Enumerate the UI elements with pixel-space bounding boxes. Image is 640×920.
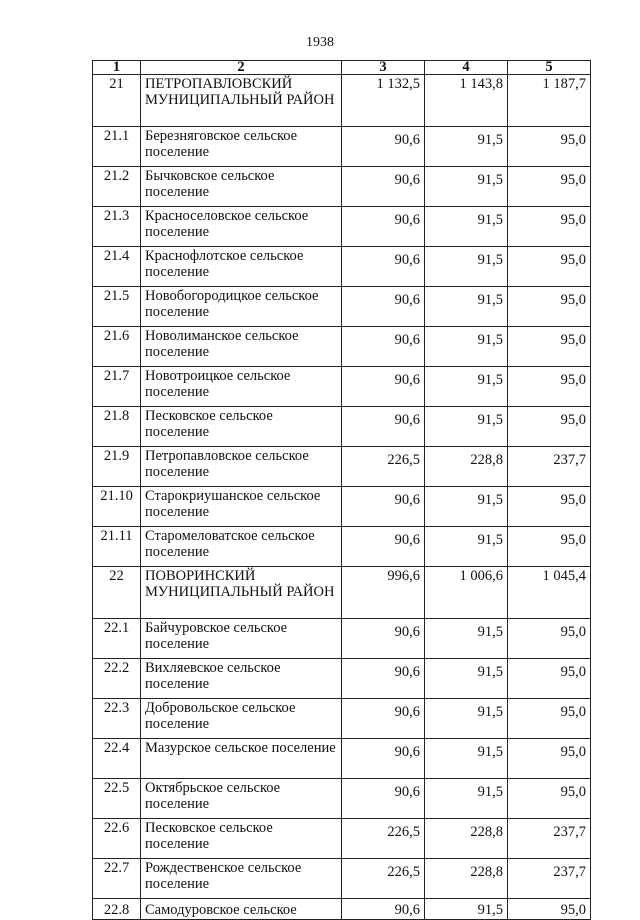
value-cell-col3: 996,6 xyxy=(342,567,425,619)
value-cell-col5: 237,7 xyxy=(508,859,591,899)
row-number-cell: 21.10 xyxy=(93,487,141,527)
row-name-cell: Петропавловское сельское поселение xyxy=(141,447,342,487)
header-row xyxy=(93,61,591,75)
row-name-cell: Новотроицкое сельское поселение xyxy=(141,367,342,407)
row-name-cell: Новолиманское сельское поселение xyxy=(141,327,342,367)
value-cell-col3: 90,6 xyxy=(342,739,425,779)
table-row xyxy=(93,287,591,327)
row-name-cell: Красноселовское сельское поселение xyxy=(141,207,342,247)
row-number-cell: 21.5 xyxy=(93,287,141,327)
row-number-cell: 22.5 xyxy=(93,779,141,819)
value-cell-col3: 90,6 xyxy=(342,207,425,247)
value-cell-col5: 95,0 xyxy=(508,659,591,699)
row-number-cell: 21.7 xyxy=(93,367,141,407)
column-header-3: 3 xyxy=(342,61,425,75)
value-cell-col5: 95,0 xyxy=(508,527,591,567)
value-cell-col4: 91,5 xyxy=(425,167,508,207)
row-name-cell: Березняговское сельское поселение xyxy=(141,127,342,167)
row-number-cell: 22.8 xyxy=(93,899,141,920)
table-row xyxy=(93,487,591,527)
row-name-cell: Старомеловатское сельское поселение xyxy=(141,527,342,567)
row-number-cell: 22.1 xyxy=(93,619,141,659)
value-cell-col4: 91,5 xyxy=(425,207,508,247)
row-name-cell: Новобогородицкое сельское поселение xyxy=(141,287,342,327)
row-number-cell: 22.7 xyxy=(93,859,141,899)
row-name-cell: Бычковское сельское поселение xyxy=(141,167,342,207)
district-row xyxy=(93,75,591,127)
budget-table xyxy=(92,60,591,920)
value-cell-col3: 1 132,5 xyxy=(342,75,425,127)
row-number-cell: 21.6 xyxy=(93,327,141,367)
row-name-cell: Краснофлотское сельское поселение xyxy=(141,247,342,287)
value-cell-col4: 91,5 xyxy=(425,367,508,407)
value-cell-col5: 95,0 xyxy=(508,619,591,659)
value-cell-col3: 90,6 xyxy=(342,287,425,327)
value-cell-col5: 95,0 xyxy=(508,207,591,247)
row-name-cell: Мазурское сельское поселение xyxy=(141,739,342,779)
table-row xyxy=(93,659,591,699)
value-cell-col3: 90,6 xyxy=(342,247,425,287)
row-name-cell: Самодуровское сельское xyxy=(141,899,342,920)
value-cell-col4: 1 006,6 xyxy=(425,567,508,619)
row-number-cell: 21.9 xyxy=(93,447,141,487)
row-name-cell: ПЕТРОПАВЛОВСКИЙ МУНИЦИПАЛЬНЫЙ РАЙОН xyxy=(141,75,342,127)
value-cell-col5: 95,0 xyxy=(508,127,591,167)
row-name-cell: Рождественское сельское поселение xyxy=(141,859,342,899)
table-row xyxy=(93,739,591,779)
table-row xyxy=(93,407,591,447)
value-cell-col4: 91,5 xyxy=(425,899,508,920)
value-cell-col4: 228,8 xyxy=(425,447,508,487)
value-cell-col3: 90,6 xyxy=(342,127,425,167)
value-cell-col5: 95,0 xyxy=(508,899,591,920)
table-row xyxy=(93,699,591,739)
value-cell-col3: 90,6 xyxy=(342,659,425,699)
table-row xyxy=(93,447,591,487)
table-row xyxy=(93,167,591,207)
table-row xyxy=(93,527,591,567)
table-row xyxy=(93,859,591,899)
value-cell-col3: 226,5 xyxy=(342,819,425,859)
value-cell-col3: 90,6 xyxy=(342,527,425,567)
value-cell-col5: 95,0 xyxy=(508,407,591,447)
value-cell-col3: 90,6 xyxy=(342,487,425,527)
row-number-cell: 21.3 xyxy=(93,207,141,247)
table-row xyxy=(93,327,591,367)
value-cell-col5: 95,0 xyxy=(508,327,591,367)
column-header-4: 4 xyxy=(425,61,508,75)
table-row xyxy=(93,779,591,819)
value-cell-col5: 95,0 xyxy=(508,287,591,327)
value-cell-col4: 91,5 xyxy=(425,699,508,739)
row-name-cell: Байчуровское сельское поселение xyxy=(141,619,342,659)
value-cell-col4: 91,5 xyxy=(425,327,508,367)
column-header-2: 2 xyxy=(141,61,342,75)
page-number: 1938 xyxy=(306,35,334,50)
row-number-cell: 22 xyxy=(93,567,141,619)
row-number-cell: 21 xyxy=(93,75,141,127)
value-cell-col3: 90,6 xyxy=(342,899,425,920)
value-cell-col5: 237,7 xyxy=(508,447,591,487)
table-row xyxy=(93,247,591,287)
row-number-cell: 21.1 xyxy=(93,127,141,167)
value-cell-col3: 90,6 xyxy=(342,367,425,407)
table-row xyxy=(93,619,591,659)
value-cell-col3: 90,6 xyxy=(342,619,425,659)
value-cell-col3: 90,6 xyxy=(342,699,425,739)
value-cell-col4: 91,5 xyxy=(425,487,508,527)
value-cell-col5: 95,0 xyxy=(508,739,591,779)
value-cell-col3: 226,5 xyxy=(342,447,425,487)
row-name-cell: ПОВОРИНСКИЙ МУНИЦИПАЛЬНЫЙ РАЙОН xyxy=(141,567,342,619)
row-number-cell: 22.4 xyxy=(93,739,141,779)
table-row xyxy=(93,207,591,247)
row-number-cell: 22.6 xyxy=(93,819,141,859)
value-cell-col3: 90,6 xyxy=(342,327,425,367)
row-number-cell: 21.11 xyxy=(93,527,141,567)
row-name-cell: Старокриушанское сельское поселение xyxy=(141,487,342,527)
table-row xyxy=(93,899,591,920)
value-cell-col4: 91,5 xyxy=(425,287,508,327)
row-number-cell: 21.4 xyxy=(93,247,141,287)
value-cell-col5: 95,0 xyxy=(508,167,591,207)
row-number-cell: 21.8 xyxy=(93,407,141,447)
value-cell-col4: 91,5 xyxy=(425,407,508,447)
value-cell-col4: 91,5 xyxy=(425,527,508,567)
value-cell-col5: 1 187,7 xyxy=(508,75,591,127)
row-number-cell: 22.2 xyxy=(93,659,141,699)
value-cell-col5: 95,0 xyxy=(508,699,591,739)
value-cell-col5: 95,0 xyxy=(508,247,591,287)
column-header-5: 5 xyxy=(508,61,591,75)
value-cell-col3: 90,6 xyxy=(342,779,425,819)
table-row xyxy=(93,367,591,407)
value-cell-col5: 1 045,4 xyxy=(508,567,591,619)
value-cell-col3: 226,5 xyxy=(342,859,425,899)
value-cell-col4: 91,5 xyxy=(425,127,508,167)
value-cell-col4: 91,5 xyxy=(425,247,508,287)
value-cell-col4: 91,5 xyxy=(425,659,508,699)
column-header-1: 1 xyxy=(93,61,141,75)
row-name-cell: Октябрьское сельское поселение xyxy=(141,779,342,819)
value-cell-col4: 228,8 xyxy=(425,859,508,899)
district-row xyxy=(93,567,591,619)
value-cell-col4: 91,5 xyxy=(425,619,508,659)
value-cell-col4: 91,5 xyxy=(425,739,508,779)
row-number-cell: 22.3 xyxy=(93,699,141,739)
row-name-cell: Песковское сельское поселение xyxy=(141,819,342,859)
value-cell-col5: 95,0 xyxy=(508,779,591,819)
row-name-cell: Добровольское сельское поселение xyxy=(141,699,342,739)
value-cell-col5: 95,0 xyxy=(508,367,591,407)
value-cell-col3: 90,6 xyxy=(342,167,425,207)
value-cell-col4: 1 143,8 xyxy=(425,75,508,127)
table-header xyxy=(93,61,591,75)
value-cell-col4: 228,8 xyxy=(425,819,508,859)
row-name-cell: Песковское сельское поселение xyxy=(141,407,342,447)
row-number-cell: 21.2 xyxy=(93,167,141,207)
value-cell-col5: 95,0 xyxy=(508,487,591,527)
value-cell-col4: 91,5 xyxy=(425,779,508,819)
row-name-cell: Вихляевское сельское поселение xyxy=(141,659,342,699)
table-row xyxy=(93,127,591,167)
table-body xyxy=(93,75,591,920)
value-cell-col5: 237,7 xyxy=(508,819,591,859)
table-row xyxy=(93,819,591,859)
value-cell-col3: 90,6 xyxy=(342,407,425,447)
